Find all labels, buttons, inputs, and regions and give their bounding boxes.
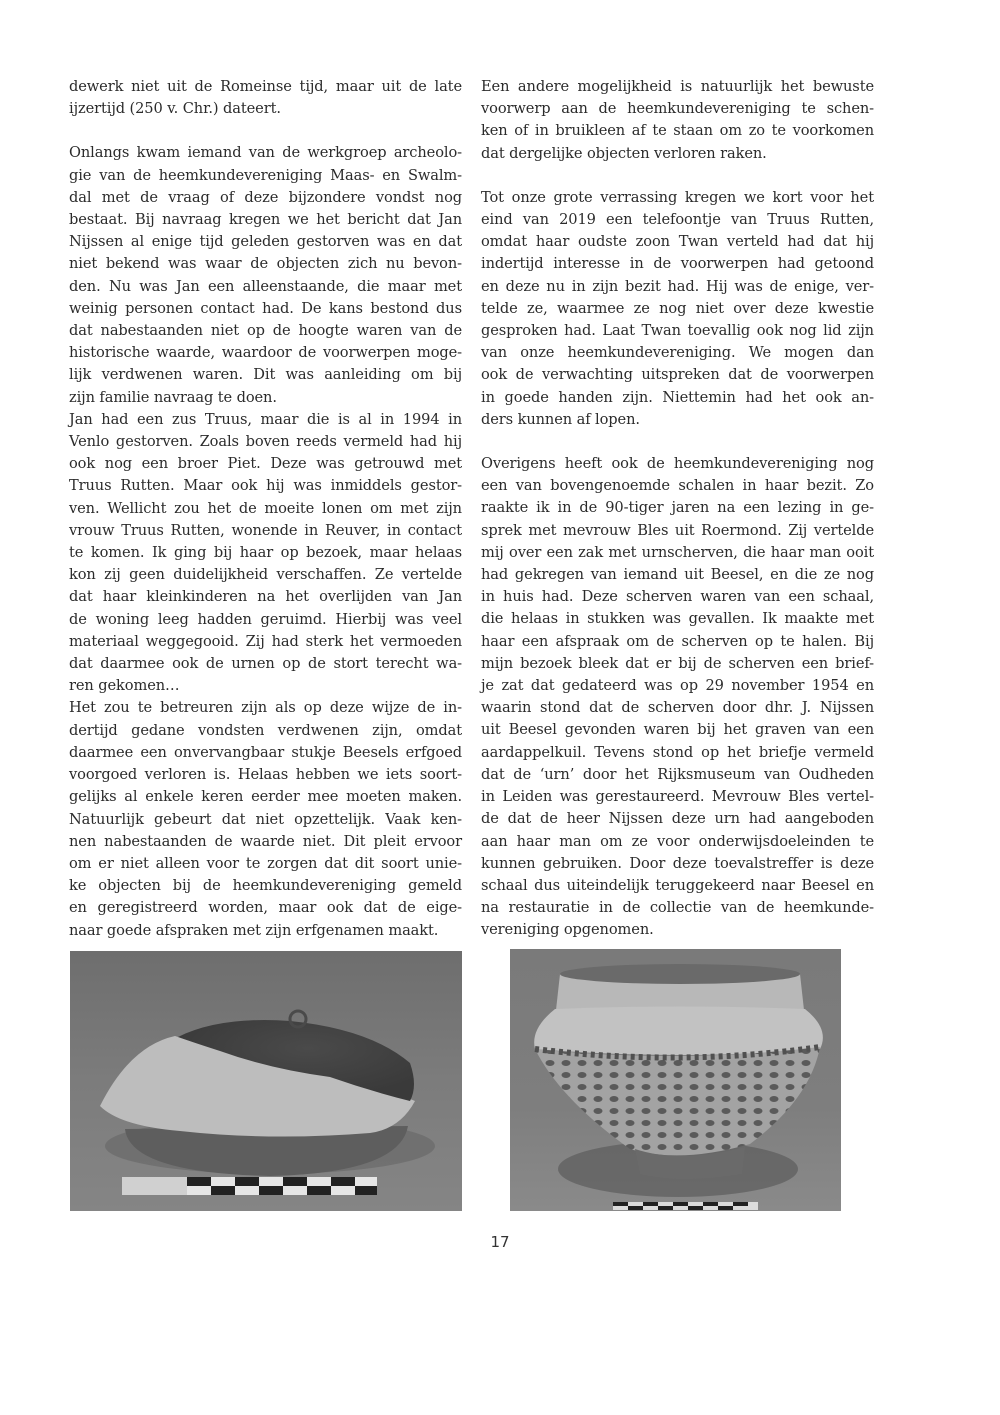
paragraph <box>481 453 874 941</box>
text-line: haar een afspraak om de scherven op te halen. Bij <box>481 632 874 650</box>
text-line: na restauratie in de collectie van de heemkunde- <box>481 899 874 917</box>
text-line: lijk verdwenen waren. Dit was aanleiding om bij <box>69 366 462 384</box>
text-line: niet bekend was waar de objecten zich nu bevon- <box>69 255 462 273</box>
text-line: mijn bezoek bleek dat er bij de scherven een brief- <box>481 654 874 672</box>
text-line: Een andere mogelijkheid is natuurlijk het bewuste <box>481 78 874 95</box>
text-line: die helaas in stukken was gevallen. Ik maakte met <box>481 610 874 628</box>
text-line: aan haar man om ze voor onderwijsdoeleinden te <box>481 832 874 850</box>
text-line: gelijks al enkele keren eerder mee moeten maken. <box>69 788 462 806</box>
text-line: van onze heemkundevereniging. We mogen dan <box>481 344 874 362</box>
text-line: Nijssen al enige tijd geleden gestorven was en dat <box>69 233 462 251</box>
text-line: ook nog een broer Piet. Deze was getrouwd met <box>69 455 462 473</box>
text-line: Natuurlijk gebeurt dat niet opzettelijk. Vaak ken- <box>69 810 462 828</box>
text-line: dat de ‘urn’ door het Rijksmuseum van Oudheden <box>481 765 874 783</box>
text-line: ijzertijd (250 v. Chr.) dateert. <box>69 100 281 118</box>
text-line: materiaal weggegooid. Zij had sterk het vermoeden <box>69 632 462 650</box>
text-line: de woning leeg hadden geruimd. Hierbij was veel <box>69 610 462 628</box>
text-line: vereniging opgenomen. <box>481 921 654 939</box>
text-line: Het zou te betreuren zijn als op deze wijze de in- <box>69 699 462 717</box>
text-line: ook de verwachting uitspreken dat de voorwerpen <box>481 366 874 384</box>
text-line: naar goede afspraken met zijn erfgenamen maakt. <box>69 921 439 939</box>
text-line: een van bovengenoemde schalen in haar bezit. Zo <box>481 477 874 495</box>
text-line: mij over een zak met urnscherven, die haar man ooit <box>481 543 874 561</box>
left-text-column <box>69 76 462 942</box>
text-line: den. Nu was Jan een alleenstaande, die maar met <box>69 277 462 295</box>
paragraph <box>69 76 462 120</box>
text-line: dat dergelijke objecten verloren raken. <box>481 144 767 162</box>
text-line: schaal dus uiteindelijk teruggekeerd naar Beesel en <box>481 876 874 894</box>
text-line: gesproken had. Laat Twan toevallig ook nog lid zijn <box>481 322 874 340</box>
text-line: omdat haar oudste zoon Twan verteld had dat hij <box>481 233 874 251</box>
text-line: te komen. Ik ging bij haar op bezoek, maar helaas <box>69 544 462 562</box>
text-line: raakte ik in de 90-tiger jaren na een lezing in ge- <box>481 499 874 517</box>
text-line: dat daarmee ook de urnen op de stort terecht wa- <box>69 655 462 673</box>
text-line: voorwerp aan de heemkundevereniging te schen- <box>481 100 874 118</box>
text-line: eind van 2019 een telefoontje van Truus Rutten, <box>481 211 874 229</box>
text-line: zijn familie navraag te doen. <box>69 388 277 406</box>
text-line: ven. Wellicht zou het de moeite lonen om met zijn <box>69 499 462 517</box>
paragraph <box>481 187 874 431</box>
text-line: sprek met mevrouw Bles uit Roermond. Zij vertelde <box>481 521 874 539</box>
text-line: weinig personen contact had. De kans bestond dus <box>69 299 462 317</box>
text-line: aardappelkuil. Tevens stond op het briefje vermeld <box>481 743 874 761</box>
paragraph <box>69 142 462 408</box>
text-line: in goede handen zijn. Niettemin had het ook an- <box>481 388 874 406</box>
text-line: Tot onze grote verrassing kregen we kort voor het <box>481 188 874 206</box>
text-line: bestaat. Bij navraag kregen we het bericht dat Jan <box>69 211 462 229</box>
measuring-scale <box>613 1202 758 1210</box>
text-line: dat nabestaanden niet op de hoogte waren van de <box>69 322 462 340</box>
text-line: telde ze, waarmee ze nog niet over deze kwestie <box>481 299 874 317</box>
text-line: had gekregen van iemand uit Beesel, en die ze nog <box>481 566 874 584</box>
text-line: de dat de heer Nijssen deze urn had aangeboden <box>481 810 874 828</box>
page-number: 17 <box>490 1233 510 1251</box>
paragraph <box>69 409 462 698</box>
measuring-scale <box>122 1177 377 1195</box>
text-line: om er niet alleen voor te zorgen dat dit soort unie- <box>69 854 462 872</box>
text-line: gie van de heemkundevereniging Maas- en Swalm- <box>69 166 462 184</box>
decorated-urn-image <box>510 949 841 1211</box>
text-line: dat haar kleinkinderen na het overlijden van Jan <box>69 588 462 606</box>
text-line: en geregistreerd worden, maar ook dat de eige- <box>69 899 462 917</box>
text-line: in huis had. Deze scherven waren van een schaal, <box>481 588 874 606</box>
text-line: ders kunnen af lopen. <box>481 410 640 428</box>
text-line: dewerk niet uit de Romeinse tijd, maar uit de late <box>69 78 462 95</box>
text-line: Venlo gestorven. Zoals boven reeds vermeld had hij <box>69 433 462 451</box>
text-line: Overigens heeft ook de heemkundevereniging nog <box>481 455 874 473</box>
text-line: daarmee een onvervangbaar stukje Beesels erfgoed <box>69 743 462 761</box>
text-line: in Leiden was gerestaureerd. Mevrouw Bles vertel- <box>481 788 874 806</box>
text-line: indertijd interesse in de voorwerpen had getoond <box>481 255 874 273</box>
text-line: Truus Rutten. Maar ook hij was inmiddels gestor- <box>69 477 462 495</box>
text-line: dal met de vraag of deze bijzondere vondst nog <box>69 188 462 206</box>
text-line: ren gekomen… <box>69 677 180 695</box>
text-line: nen nabestaanden de waarde niet. Dit pleit ervoor <box>69 832 462 850</box>
text-line: dertijd gedane vondsten verdwenen zijn, omdat <box>69 721 462 739</box>
text-line: waarin stond dat de scherven door dhr. J. Nijssen <box>481 699 874 717</box>
text-line: voorgoed verloren is. Helaas hebben we iets soort- <box>69 766 462 784</box>
text-line: kunnen gebruiken. Door deze toevalstreffer is deze <box>481 854 874 872</box>
photo-urn-bowl <box>70 951 462 1211</box>
text-line: ke objecten bij de heemkundevereniging gemeld <box>69 877 462 895</box>
text-line: ken of in bruikleen af te staan om zo te voorkomen <box>481 122 874 140</box>
text-line: historische waarde, waardoor de voorwerpen moge- <box>69 344 462 362</box>
text-line: kon zij geen duidelijkheid verschaffen. Ze vertelde <box>69 566 462 584</box>
text-line: je zat dat gedateerd was op 29 november 1954 en <box>481 677 874 695</box>
text-line: Onlangs kwam iemand van de werkgroep archeolo- <box>69 144 462 162</box>
text-line: Jan had een zus Truus, maar die is al in 1994 in <box>69 410 462 428</box>
right-text-column <box>481 76 874 942</box>
paragraph <box>481 76 874 165</box>
text-line: vrouw Truus Rutten, wonende in Reuver, in contact <box>69 521 462 539</box>
urn-bowl-image <box>70 951 462 1211</box>
paragraph <box>69 697 462 941</box>
photo-decorated-urn <box>510 949 841 1211</box>
text-line: en deze nu in zijn bezit had. Hij was de enige, ver- <box>481 277 874 295</box>
text-line: uit Beesel gevonden waren bij het graven van een <box>481 721 874 739</box>
